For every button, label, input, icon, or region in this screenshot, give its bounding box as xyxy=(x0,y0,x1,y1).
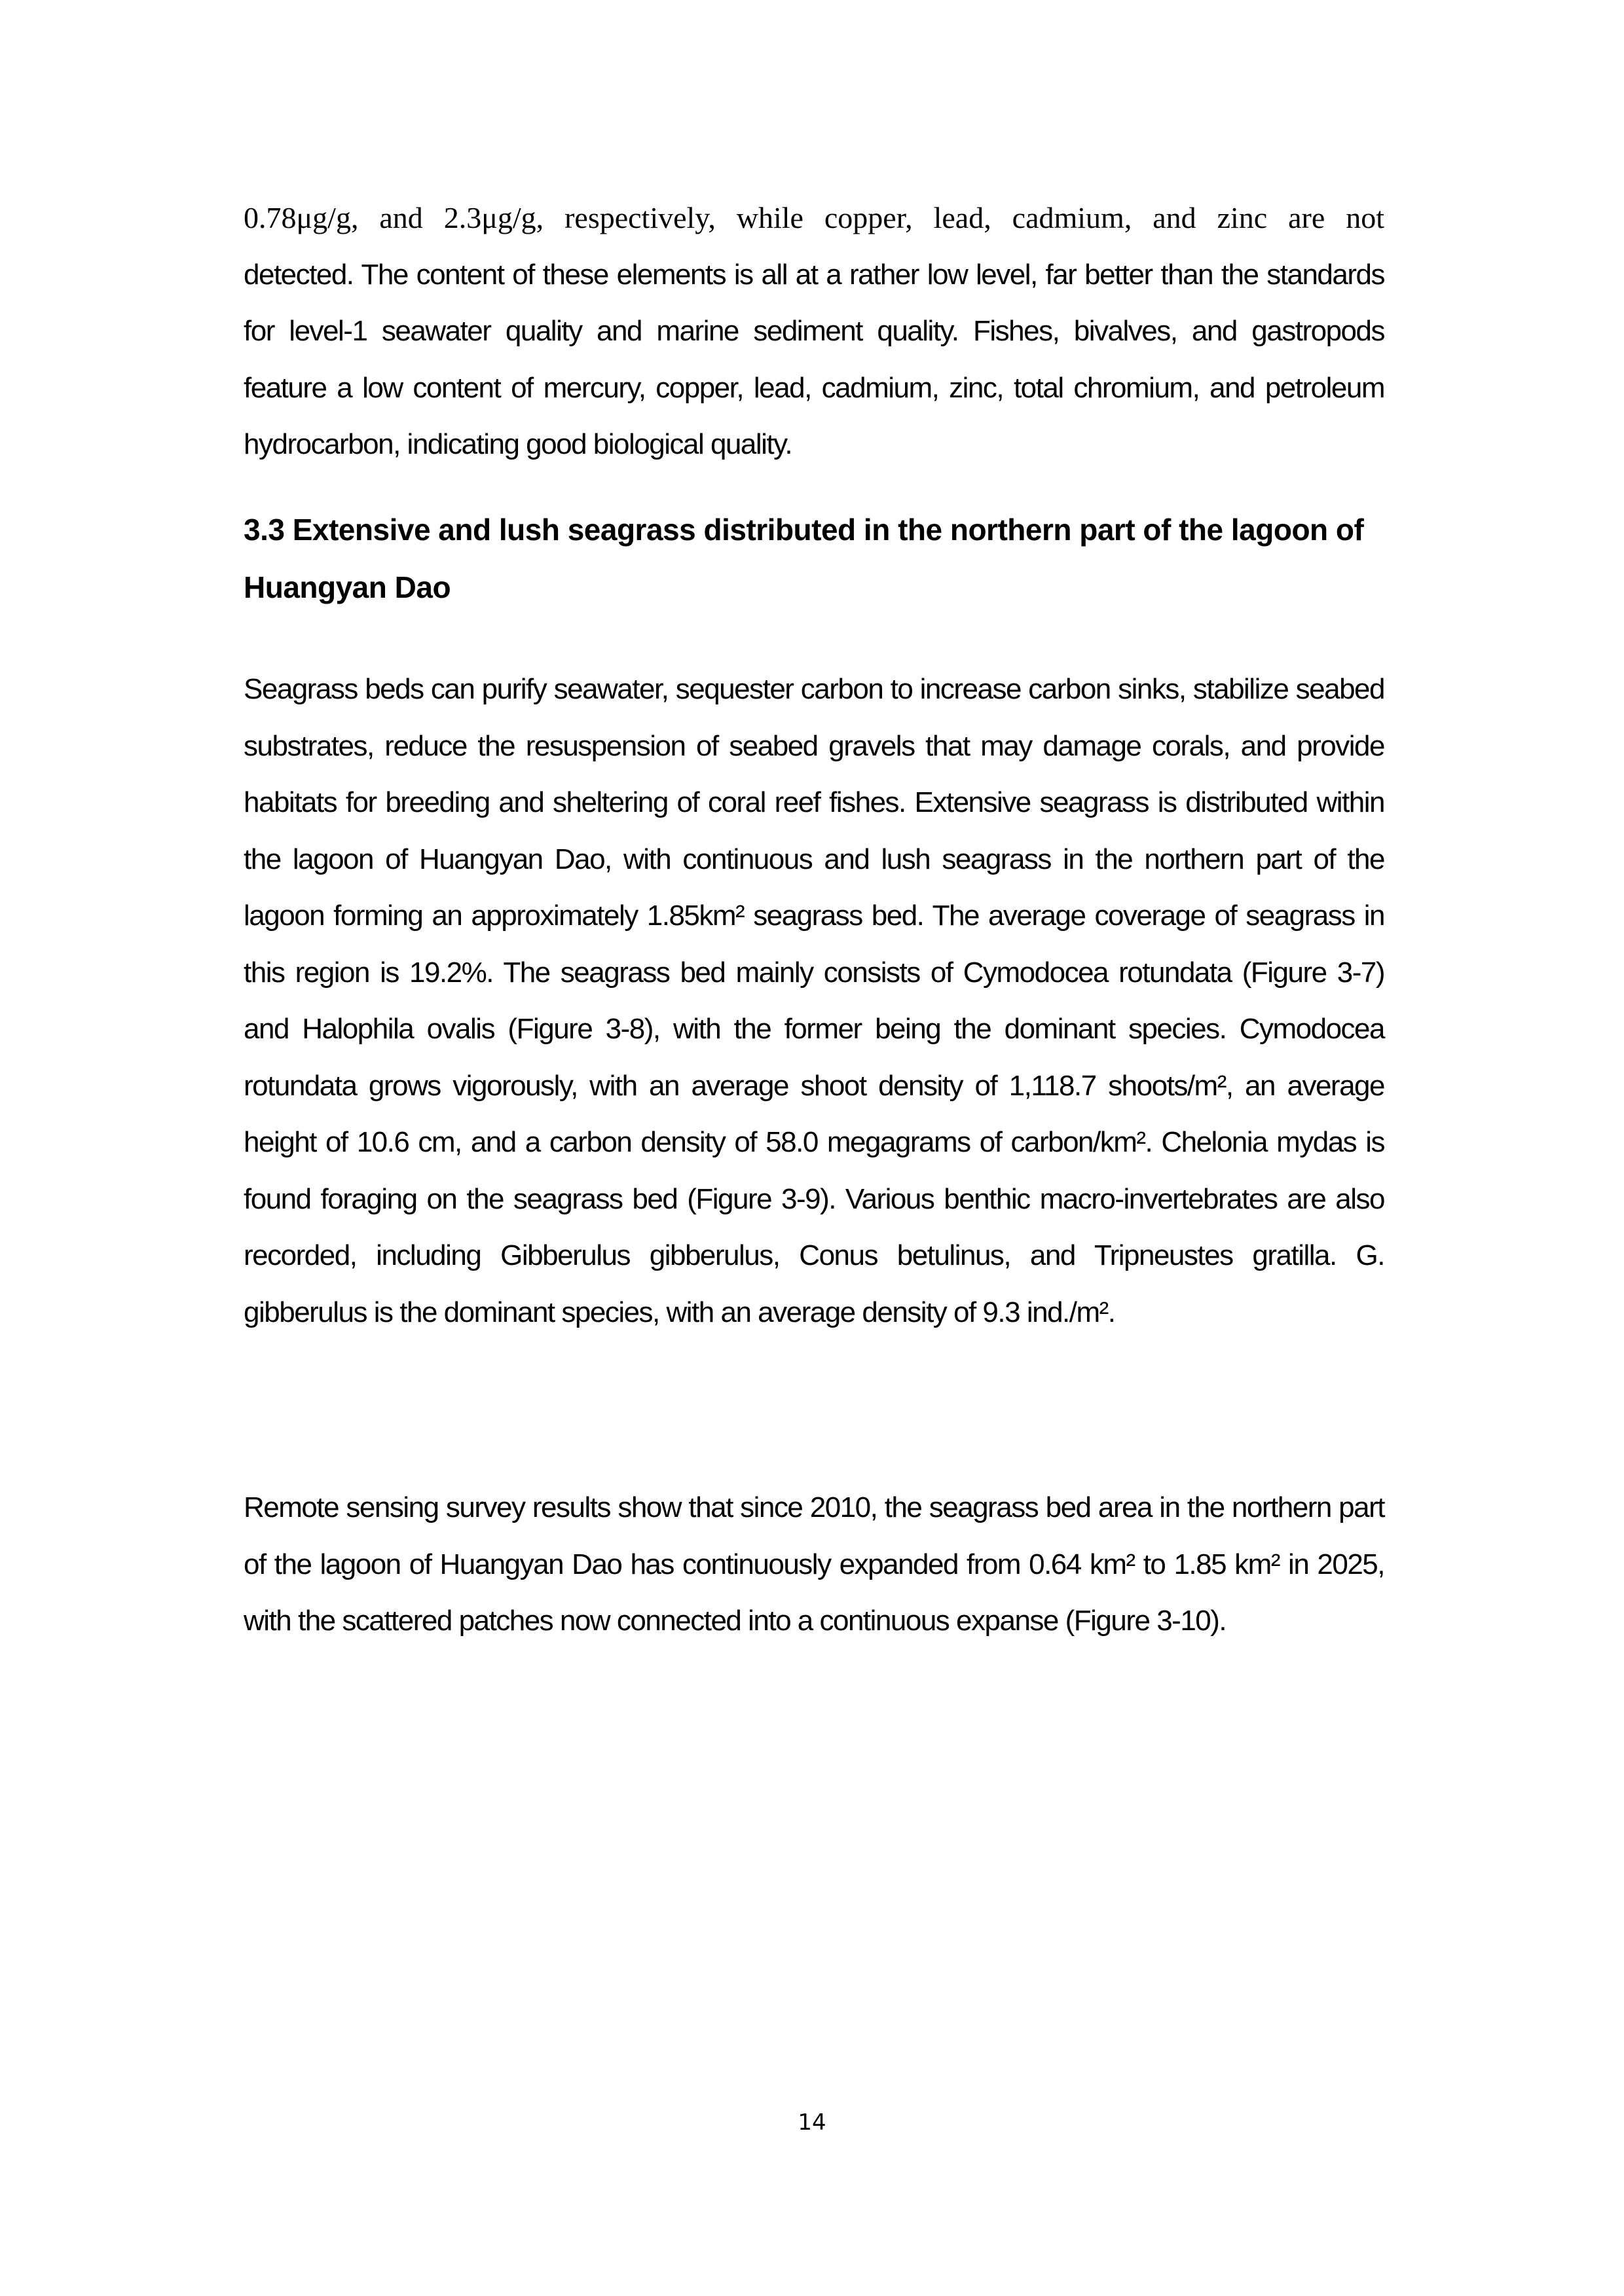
section-heading-block xyxy=(244,501,1384,616)
seagrass-paragraph: Seagrass beds can purify seawater, sequester carbon to increase carbon sinks, stabilize seabed substrates, reduce the resuspension of seabed gravels that may damage corals, and provide habitats for breeding and sheltering of coral reef fishes. Extensive seagrass is distributed within the lagoon of Huangyan Dao, with continuous and lush seagrass in the northern part of the lagoon forming an approximately 1.85km² seagrass bed. The average coverage of seagrass in this region is 19.2%. The seagrass bed mainly consists of Cymodocea rotundata (Figure 3-7) and Halophila ovalis (Figure 3-8), with the former being the dominant species. Cymodocea rotundata grows vigorously, with an average shoot density of 1,118.7 shoots/m², an average height of 10.6 cm, and a carbon density of 58.0 megagrams of carbon/km². Chelonia mydas is found foraging on the seagrass bed (Figure 3-9). Various benthic macro-invertebrates are also recorded, including Gibberulus gibberulus, Conus betulinus, and Tripneustes gratilla. G. gibberulus is the dominant species, with an average density of 9.3 ind./m². xyxy=(244,673,1384,1328)
paragraph-remaining-text: detected. The content of these elements is all at a rather low level, far better than the standards for level-1 seawater quality and marine sediment quality. Fishes, bivalves, and gastropods feature a low content of mercury, copper, lead, cadmium, zinc, total chromium, and petroleum hydrocarbon, indicating good biological quality. xyxy=(244,258,1384,460)
seagrass-paragraph-block xyxy=(244,661,1384,1341)
remote-sensing-paragraph: Remote sensing survey results show that since 2010, the seagrass bed area in the northern part of the lagoon of Huangyan Dao has continuously expanded from 0.64 km² to 1.85 km² in 2025, with the scattered patches now connected into a continuous expanse (Figure 3-10). xyxy=(244,1491,1384,1637)
paragraph-first-line: 0.78μg/g, and 2.3μg/g, respectively, while copper, lead, cadmium, and zinc are not xyxy=(244,201,1384,234)
continued-paragraph xyxy=(244,190,1384,473)
remote-sensing-paragraph-block xyxy=(244,1480,1384,1650)
page-number: 14 xyxy=(798,2109,826,2136)
section-heading: 3.3 Extensive and lush seagrass distributed in the northern part of the lagoon of Huangyan Dao xyxy=(244,513,1364,604)
body-paragraph xyxy=(244,190,1384,473)
